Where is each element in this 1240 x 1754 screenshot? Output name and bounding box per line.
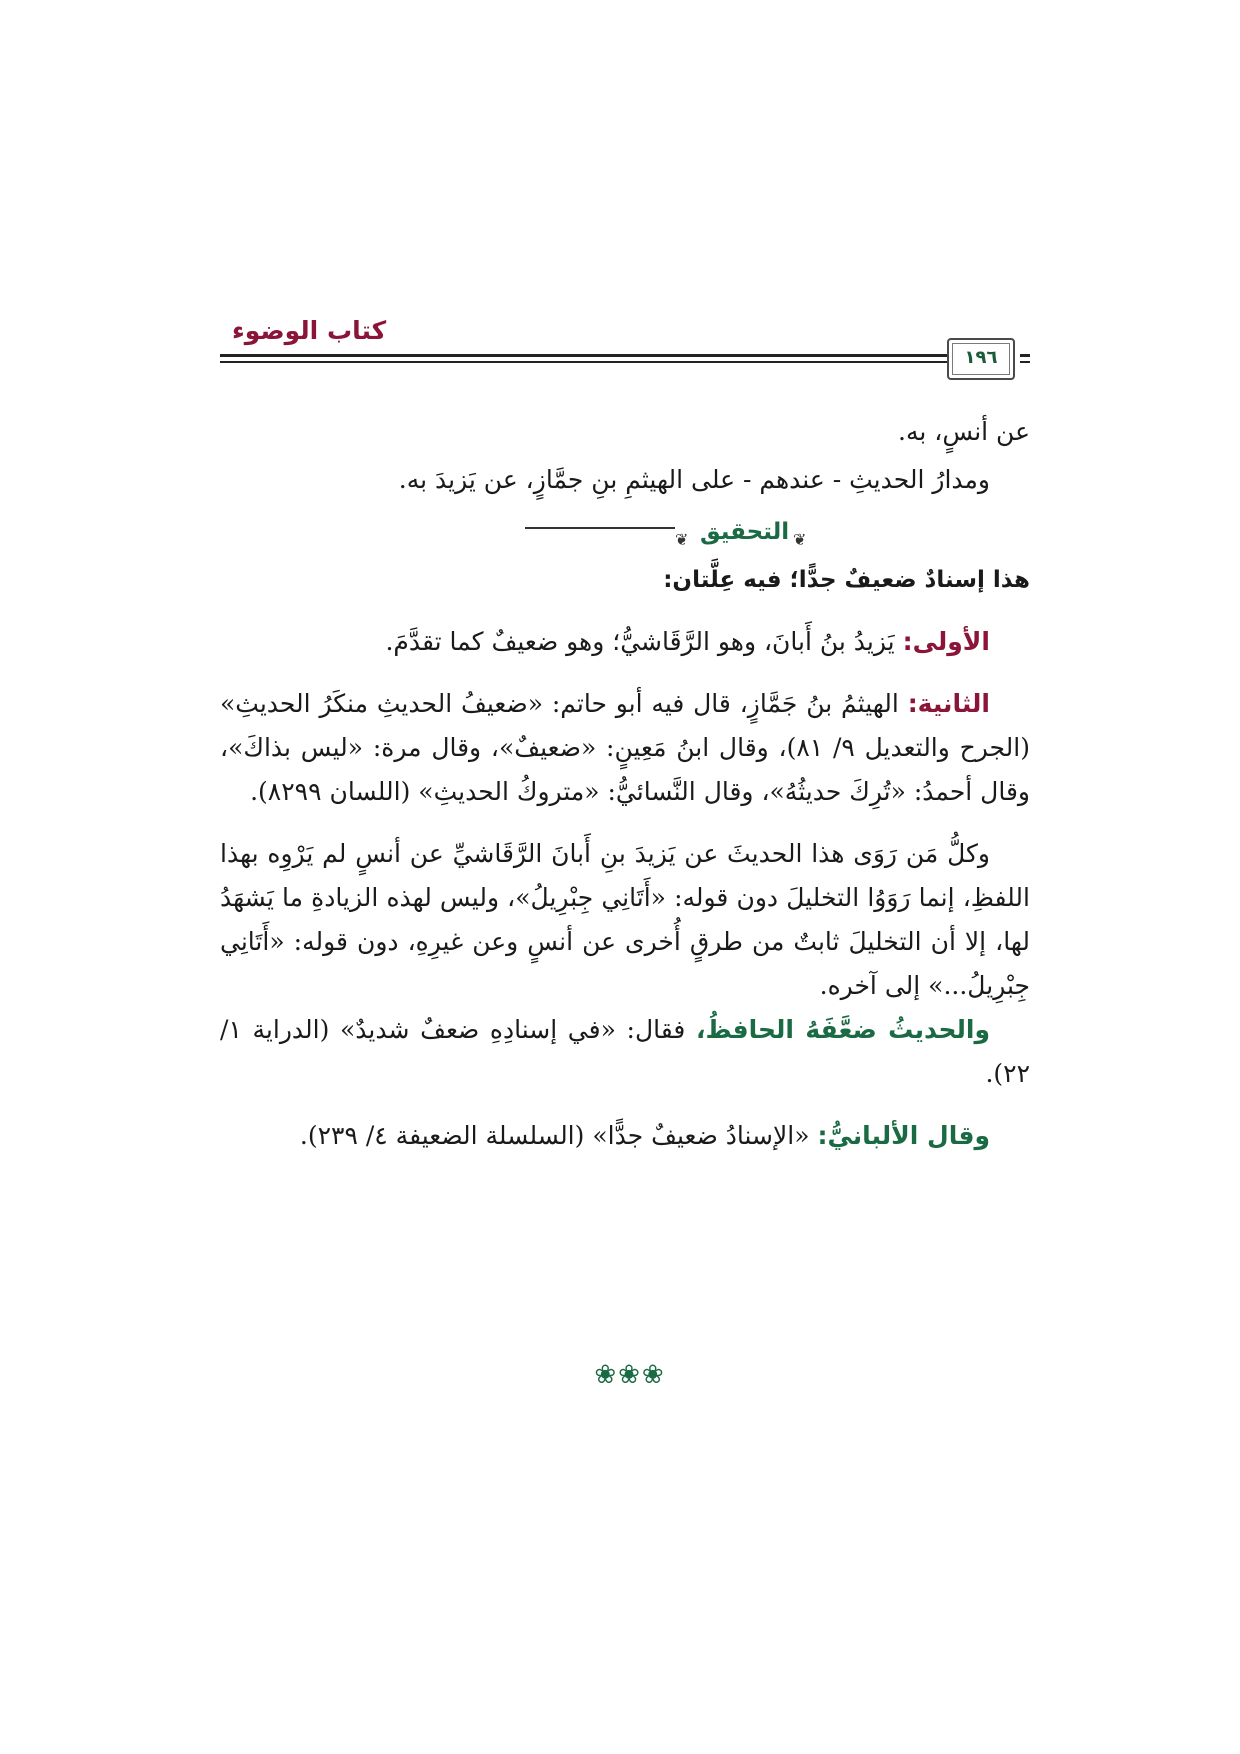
verdict-line: هذا إسنادٌ ضعيفٌ جدًّا؛ فيه عِلَّتان: [663, 567, 1030, 593]
body-line: عن أنسٍ، به. [898, 417, 1030, 446]
hafiz-paragraph [220, 1008, 1030, 1096]
albani-paragraph [220, 1114, 1030, 1158]
ornament-icon: ❦ [793, 530, 807, 549]
second-label: الثانية: [907, 689, 990, 718]
header-rule [1020, 354, 1030, 357]
page-body [220, 410, 1030, 1158]
albani-text: «الإسنادُ ضعيفٌ جدًّا» (السلسلة الضعيفة ٤/ ٢٣٩). [299, 1121, 818, 1150]
second-text: الهيثمُ بنُ جَمَّازٍ، قال فيه أبو حاتم: «ضعيفُ الحديثِ منكَرُ الحديثِ» (الجرح والتعديل ٩/ ٨١)، وقال ابنُ مَعِينٍ: «ضعيفٌ»، وقال مرة: «ليس بذاكَ»، وقال أحمدُ: «تُرِكَ حديثُهُ»، وقال النَّسائيُّ: «متروكُ الحديثِ» (اللسان ٨٢٩٩). [220, 689, 1030, 806]
first-text: يَزيدُ بنُ أَبانَ، وهو الرَّقَاشيُّ؛ وهو ضعيفٌ كما تقدَّمَ. [385, 627, 903, 656]
hafiz-label: والحديثُ ضعَّفَهُ الحافظُ، [695, 1015, 990, 1044]
header-rule [220, 354, 1000, 357]
hafiz-text: فقال: «في إسنادِهِ ضعفٌ شديدٌ» (الدراية ١/ ٢٢). [220, 1015, 1030, 1088]
end-ornament: ❀❀❀ [594, 1360, 666, 1390]
first-label: الأولى: [902, 627, 990, 656]
page-header [220, 316, 1030, 376]
first-defect [220, 620, 1030, 664]
page-number: ١٩٦ [964, 347, 998, 368]
heading-rule [525, 527, 675, 529]
second-defect [220, 682, 1030, 814]
header-rule [1020, 361, 1030, 363]
header-rule [220, 361, 1000, 363]
page-number-frame [947, 338, 1015, 380]
albani-label: وقال الألبانيُّ: [817, 1121, 990, 1150]
section-heading [220, 510, 1030, 549]
body-line: ومدارُ الحديثِ - عندهم - على الهيثمِ بنِ جمَّازٍ، عن يَزيدَ به. [398, 465, 990, 494]
paragraph: وكلُّ مَن رَوَى هذا الحديثَ عن يَزيدَ بنِ أَبانَ الرَّقَاشيِّ عن أنسٍ لم يَرْوِه بهذا اللفظِ، إنما رَوَوُا التخليلَ دون قوله: «أَتَانِي جِبْرِيلُ»، وليس لهذه الزيادةِ ما يَشهَدُ لها، إلا أن التخليلَ ثابتٌ من طرقٍ أُخرى عن أنسٍ وعن غيرِهِ، دون قوله: «أَتَانِي جِبْرِيلُ...» إلى آخره. [220, 839, 1030, 1000]
section-title: التحقيق [700, 519, 790, 545]
book-title: كتاب الوضوء [232, 316, 387, 345]
ornament-icon: ❦ [675, 530, 689, 549]
